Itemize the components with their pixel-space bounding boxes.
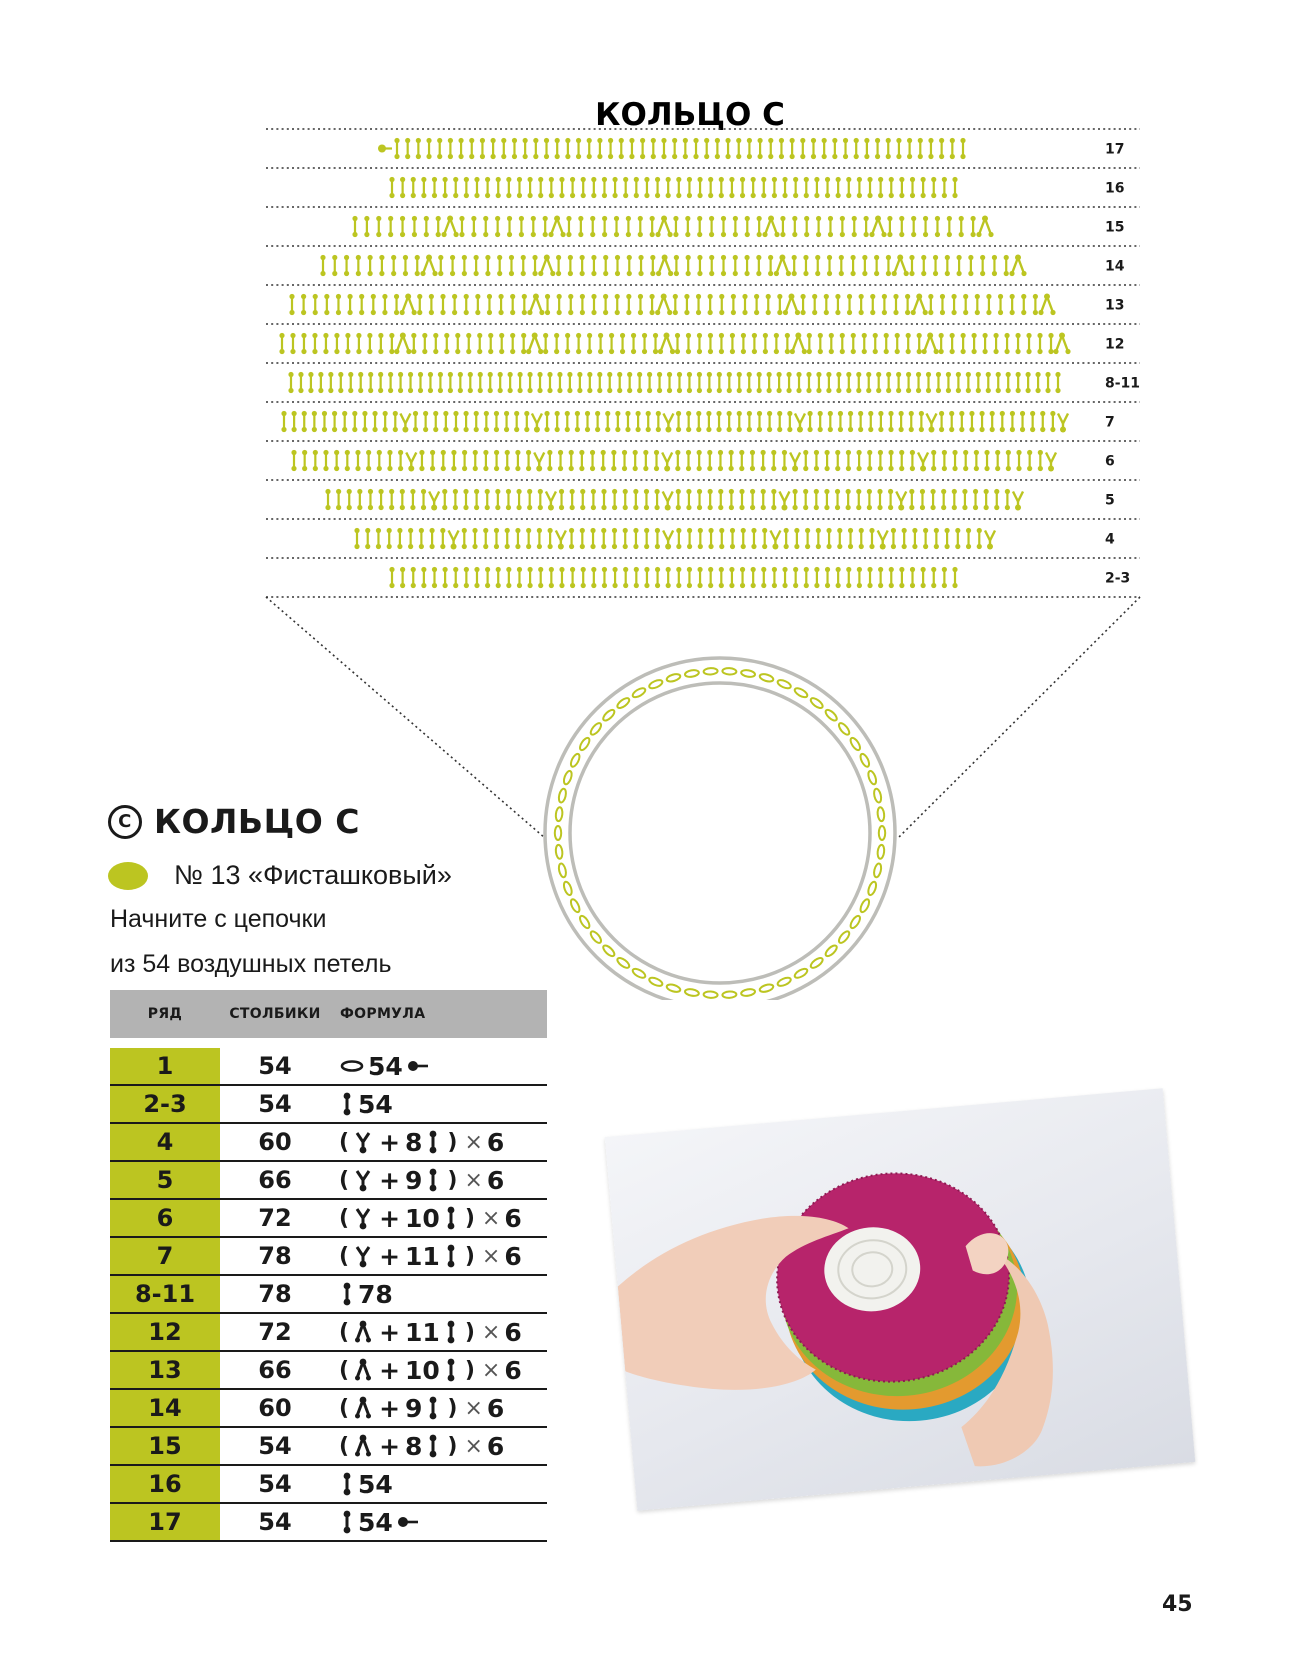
stitch-count-cell: 60 [258, 1394, 292, 1422]
stitch-count-cell: 72 [258, 1204, 292, 1232]
formula-plus: + [379, 1165, 401, 1195]
formula-paren-open: ( [339, 1319, 350, 1345]
stitch-count-cell: 78 [258, 1280, 292, 1308]
row-number-cell: 6 [110, 1200, 220, 1236]
ring-diagram [266, 597, 1140, 1000]
diagram-row-label: 12 [1105, 336, 1125, 353]
table-header [110, 990, 547, 1038]
formula-paren-close: ) [464, 1357, 475, 1383]
single-crochet-icon [339, 1282, 355, 1306]
diagram-row-label: 7 [1105, 414, 1115, 431]
diagram-row-label: 2-3 [1105, 570, 1131, 587]
row-number-cell: 5 [110, 1162, 220, 1198]
formula-paren-close: ) [464, 1205, 475, 1231]
header-formula: ФОРМУЛА [340, 1006, 426, 1022]
formula-plus: + [379, 1241, 401, 1271]
diagram-row-label: 17 [1105, 141, 1125, 158]
formula-cell [330, 1390, 547, 1426]
diagram-stitch-row [325, 489, 1023, 511]
table-row [110, 1048, 547, 1086]
diagram-stitch-row [352, 216, 993, 238]
diagram-row-label: 8-11 [1105, 375, 1141, 392]
stitch-count-cell: 54 [258, 1470, 292, 1498]
formula-number: 11 [405, 1241, 440, 1271]
formula-number: 54 [358, 1469, 393, 1499]
diagram-stitch-row [354, 528, 995, 550]
diagram-row-label: 5 [1105, 492, 1115, 509]
diagram-title: КОЛЬЦО С [595, 97, 785, 133]
table-row [110, 1466, 547, 1504]
row-number-cell: 2-3 [110, 1086, 220, 1122]
formula-number: 6 [504, 1241, 522, 1271]
formula-number: 6 [504, 1355, 522, 1385]
product-photo [605, 1088, 1196, 1510]
diagram-row-label: 4 [1105, 531, 1115, 548]
formula-paren-open: ( [339, 1129, 350, 1155]
formula-paren-open: ( [339, 1395, 350, 1421]
formula-times: × [464, 1167, 483, 1193]
yarn-label: № 13 «Фисташковый» [174, 860, 452, 890]
formula-cell [330, 1048, 547, 1084]
row-number-cell: 16 [110, 1466, 220, 1502]
formula-paren-close: ) [447, 1395, 458, 1421]
stitch-count-cell: 54 [258, 1052, 292, 1080]
single-crochet-icon [443, 1320, 459, 1344]
formula-paren-open: ( [339, 1205, 350, 1231]
formula-times: × [464, 1129, 483, 1155]
stitch-count-cell: 72 [258, 1318, 292, 1346]
row-number-cell: 17 [110, 1504, 220, 1540]
row-number-cell: 1 [110, 1048, 220, 1084]
formula-cell [330, 1504, 547, 1540]
stitch-count-cell: 66 [258, 1356, 292, 1384]
row-number-cell: 13 [110, 1352, 220, 1388]
section-badge: C [108, 805, 142, 839]
diagram-row-label: 13 [1105, 297, 1125, 314]
table-row [110, 1124, 547, 1162]
chain-stitch-icon [339, 1054, 365, 1078]
section-title [108, 802, 360, 841]
row-number-cell: 14 [110, 1390, 220, 1426]
single-crochet-icon [425, 1168, 441, 1192]
formula-paren-close: ) [447, 1129, 458, 1155]
diagram-row-label: 15 [1105, 219, 1125, 236]
pattern-table [110, 990, 547, 1542]
formula-number: 9 [405, 1393, 423, 1423]
diagram-row-label: 14 [1105, 258, 1125, 275]
diagram-stitch-row [281, 411, 1068, 433]
diagram-row-label: 16 [1105, 180, 1125, 197]
stitch-count-cell: 54 [258, 1432, 292, 1460]
formula-cell [330, 1276, 547, 1312]
diagram-stitch-row [291, 450, 1056, 472]
formula-paren-open: ( [339, 1433, 350, 1459]
formula-cell [330, 1314, 547, 1350]
single-crochet-icon [443, 1206, 459, 1230]
formula-number: 6 [486, 1165, 505, 1195]
table-row [110, 1314, 547, 1352]
formula-number: 6 [486, 1127, 505, 1157]
diagram-stitch-row [389, 177, 957, 198]
table-row [110, 1200, 547, 1238]
formula-number: 54 [368, 1051, 403, 1081]
formula-paren-close: ) [447, 1167, 458, 1193]
formula-cell [330, 1238, 547, 1274]
row-number-cell: 7 [110, 1238, 220, 1274]
single-crochet-icon [339, 1092, 355, 1116]
yarn-color-swatch [108, 862, 148, 890]
diagram-stitch-row [289, 294, 1055, 316]
formula-cell [330, 1466, 547, 1502]
page-number: 45 [1162, 1592, 1193, 1617]
header-row: РЯД [147, 1006, 183, 1022]
increase-icon [355, 1206, 371, 1230]
formula-paren-open: ( [339, 1357, 350, 1383]
formula-cell [330, 1428, 547, 1464]
formula-cell [330, 1200, 547, 1236]
formula-number: 6 [504, 1203, 522, 1233]
formula-cell [330, 1124, 547, 1160]
formula-times: × [481, 1357, 501, 1383]
table-row [110, 1086, 547, 1124]
single-crochet-icon [425, 1396, 441, 1420]
stitch-count-cell: 66 [258, 1166, 292, 1194]
single-crochet-icon [339, 1472, 355, 1496]
diagram-stitch-row [288, 372, 1060, 393]
stitch-count-cell: 60 [258, 1128, 292, 1156]
table-row [110, 1276, 547, 1314]
increase-icon [355, 1244, 371, 1268]
table-row [110, 1162, 547, 1200]
table-row [110, 1352, 547, 1390]
formula-plus: + [379, 1431, 401, 1461]
formula-plus: + [379, 1317, 401, 1347]
photo-illustration [605, 1088, 1196, 1510]
diagram-stitch-row [389, 567, 957, 588]
formula-number: 11 [405, 1317, 440, 1347]
stitch-count-cell: 78 [258, 1242, 292, 1270]
diagram-stitch-row [279, 333, 1070, 355]
decrease-icon [355, 1396, 371, 1420]
table-body [110, 1048, 547, 1542]
formula-times: × [481, 1319, 501, 1345]
formula-cell [330, 1086, 547, 1122]
formula-paren-open: ( [339, 1243, 350, 1269]
diagram-stitch-row [320, 255, 1026, 277]
formula-cell [330, 1162, 547, 1198]
formula-times: × [481, 1243, 501, 1269]
formula-plus: + [379, 1393, 401, 1423]
stitch-count-cell: 54 [258, 1090, 292, 1118]
formula-plus: + [379, 1355, 401, 1385]
diagram-row-label: 6 [1105, 453, 1115, 470]
single-crochet-icon [339, 1510, 355, 1534]
formula-number: 54 [358, 1089, 393, 1119]
increase-icon [355, 1130, 371, 1154]
table-row [110, 1504, 547, 1542]
increase-icon [355, 1168, 371, 1192]
formula-paren-close: ) [464, 1243, 475, 1269]
row-number-cell: 15 [110, 1428, 220, 1464]
formula-plus: + [379, 1203, 401, 1233]
yarn-info [108, 860, 452, 891]
formula-paren-close: ) [447, 1433, 458, 1459]
row-number-cell: 12 [110, 1314, 220, 1350]
formula-number: 54 [358, 1507, 393, 1537]
decrease-icon [355, 1358, 371, 1382]
diagram-stitch-row [378, 138, 966, 159]
row-number-cell: 8-11 [110, 1276, 220, 1312]
formula-number: 9 [405, 1165, 423, 1195]
instruction-line-2: из 54 воздушных петель [110, 950, 392, 978]
decrease-icon [355, 1320, 371, 1344]
slip-stitch-icon [406, 1054, 430, 1078]
row-number-cell: 4 [110, 1124, 220, 1160]
single-crochet-icon [443, 1358, 459, 1382]
section-title-text: КОЛЬЦО С [154, 802, 360, 841]
stitch-count-cell: 54 [258, 1508, 292, 1536]
formula-number: 6 [486, 1431, 505, 1461]
formula-paren-open: ( [339, 1167, 350, 1193]
slip-stitch-icon [396, 1510, 420, 1534]
formula-times: × [464, 1433, 483, 1459]
table-row [110, 1428, 547, 1466]
instruction-line-1: Начните с цепочки [110, 905, 327, 933]
formula-number: 78 [358, 1279, 393, 1309]
decrease-icon [355, 1434, 371, 1458]
table-row [110, 1238, 547, 1276]
formula-paren-close: ) [464, 1319, 475, 1345]
formula-cell [330, 1352, 547, 1388]
single-crochet-icon [425, 1130, 441, 1154]
single-crochet-icon [425, 1434, 441, 1458]
formula-number: 6 [504, 1317, 522, 1347]
formula-times: × [481, 1205, 501, 1231]
single-crochet-icon [443, 1244, 459, 1268]
formula-number: 6 [486, 1393, 505, 1423]
formula-times: × [464, 1395, 483, 1421]
formula-number: 8 [405, 1127, 423, 1157]
formula-number: 8 [405, 1431, 423, 1461]
table-row [110, 1390, 547, 1428]
header-count: СТОЛБИКИ [229, 1006, 321, 1022]
formula-number: 10 [405, 1355, 440, 1385]
formula-plus: + [379, 1127, 401, 1157]
formula-number: 10 [405, 1203, 440, 1233]
